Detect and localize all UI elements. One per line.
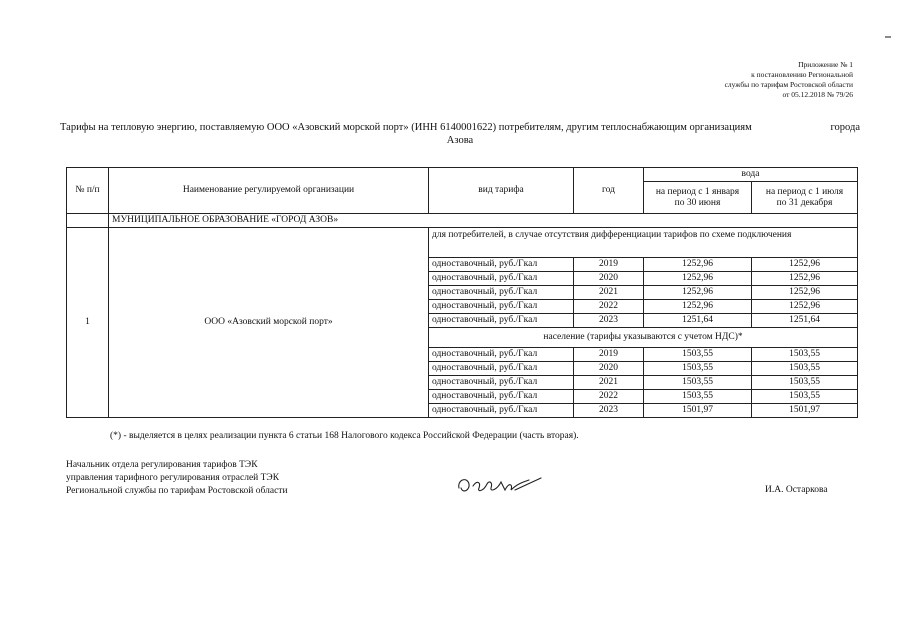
section-2-title: население (тарифы указываются с учетом НДС)* xyxy=(429,328,858,348)
period-1-value-cell: 1501,97 xyxy=(644,404,752,418)
year-cell: 2019 xyxy=(574,258,644,272)
section-1-title: для потребителей, в случае отсутствия дифференциации тарифов по схеме подключения xyxy=(429,228,858,258)
signature-line-3: Региональной службы по тарифам Ростовской области xyxy=(66,486,288,496)
period-1-value-cell: 1503,55 xyxy=(644,390,752,404)
period-2-value-cell: 1501,97 xyxy=(752,404,858,418)
annex-line-2: к постановлению Региональной xyxy=(751,70,853,79)
year-cell: 2022 xyxy=(574,300,644,314)
header-year: год xyxy=(574,168,644,214)
year-cell: 2021 xyxy=(574,376,644,390)
row-number: 1 xyxy=(67,228,109,418)
year-cell: 2020 xyxy=(574,362,644,376)
annex-line-3: службы по тарифам Ростовской области xyxy=(724,80,853,89)
period-1-value-cell: 1251,64 xyxy=(644,314,752,328)
handwritten-signature xyxy=(455,470,545,500)
document-title xyxy=(60,121,860,147)
header-period-2-line-1: на период с 1 июля xyxy=(765,186,844,197)
tariff-type-cell: одноставочный, руб./Гкал xyxy=(429,404,574,418)
title-line-1: Тарифы на тепловую энергию, поставляемую ООО «Азовский морской порт» (ИНН 6140001622) потребителям, другим теплоснабжающим организациям xyxy=(60,122,752,133)
period-2-value-cell: 1503,55 xyxy=(752,390,858,404)
year-cell: 2023 xyxy=(574,404,644,418)
header-num: № п/п xyxy=(67,168,109,214)
period-1-value-cell: 1252,96 xyxy=(644,272,752,286)
header-group: вода xyxy=(644,168,858,182)
tariff-type-cell: одноставочный, руб./Гкал xyxy=(429,300,574,314)
year-cell: 2021 xyxy=(574,286,644,300)
period-1-value-cell: 1503,55 xyxy=(644,348,752,362)
tariff-type-cell: одноставочный, руб./Гкал xyxy=(429,362,574,376)
year-cell: 2020 xyxy=(574,272,644,286)
annex-header xyxy=(725,60,853,100)
year-cell: 2023 xyxy=(574,314,644,328)
period-2-value-cell: 1252,96 xyxy=(752,272,858,286)
period-2-value-cell: 1252,96 xyxy=(752,258,858,272)
footnote: (*) - выделяется в целях реализации пункта 6 статьи 168 Налогового кодекса Российской Федерации (часть вторая). xyxy=(110,431,579,441)
tariff-type-cell: одноставочный, руб./Гкал xyxy=(429,376,574,390)
period-2-value-cell: 1251,64 xyxy=(752,314,858,328)
signature-block xyxy=(66,459,288,498)
tariff-type-cell: одноставочный, руб./Гкал xyxy=(429,286,574,300)
year-cell: 2019 xyxy=(574,348,644,362)
title-line-2: Азова xyxy=(446,135,474,146)
tariff-type-cell: одноставочный, руб./Гкал xyxy=(429,390,574,404)
annex-line-1: Приложение № 1 xyxy=(798,60,853,69)
period-2-value-cell: 1503,55 xyxy=(752,362,858,376)
header-period-2 xyxy=(752,182,858,214)
annex-line-4: от 05.12.2018 № 79/26 xyxy=(782,90,853,99)
signature-line-1: Начальник отдела регулирования тарифов ТЭК xyxy=(66,460,258,470)
period-1-value-cell: 1503,55 xyxy=(644,362,752,376)
title-line-1-end: города xyxy=(830,122,860,133)
municipality-blank-cell xyxy=(67,214,109,228)
header-period-2-line-2: по 31 декабря xyxy=(776,197,833,208)
period-2-value-cell: 1503,55 xyxy=(752,376,858,390)
header-org: Наименование регулируемой организации xyxy=(109,168,429,214)
header-period-1-line-1: на период с 1 января xyxy=(655,186,740,197)
scan-mark xyxy=(885,36,891,38)
signer-name: И.А. Остаркова xyxy=(765,485,828,495)
tariff-type-cell: одноставочный, руб./Гкал xyxy=(429,272,574,286)
period-2-value-cell: 1503,55 xyxy=(752,348,858,362)
year-cell: 2022 xyxy=(574,390,644,404)
period-1-value-cell: 1503,55 xyxy=(644,376,752,390)
period-1-value-cell: 1252,96 xyxy=(644,300,752,314)
tariff-type-cell: одноставочный, руб./Гкал xyxy=(429,258,574,272)
header-period-1-line-2: по 30 июня xyxy=(674,197,721,208)
period-2-value-cell: 1252,96 xyxy=(752,286,858,300)
municipality-row: МУНИЦИПАЛЬНОЕ ОБРАЗОВАНИЕ «ГОРОД АЗОВ» xyxy=(109,214,858,228)
tariff-table xyxy=(66,167,858,418)
header-tariff-type: вид тарифа xyxy=(429,168,574,214)
period-1-value-cell: 1252,96 xyxy=(644,258,752,272)
period-2-value-cell: 1252,96 xyxy=(752,300,858,314)
header-period-1 xyxy=(644,182,752,214)
organization-name: ООО «Азовский морской порт» xyxy=(109,228,429,418)
signature-line-2: управления тарифного регулирования отраслей ТЭК xyxy=(66,473,280,483)
tariff-type-cell: одноставочный, руб./Гкал xyxy=(429,314,574,328)
period-1-value-cell: 1252,96 xyxy=(644,286,752,300)
tariff-type-cell: одноставочный, руб./Гкал xyxy=(429,348,574,362)
